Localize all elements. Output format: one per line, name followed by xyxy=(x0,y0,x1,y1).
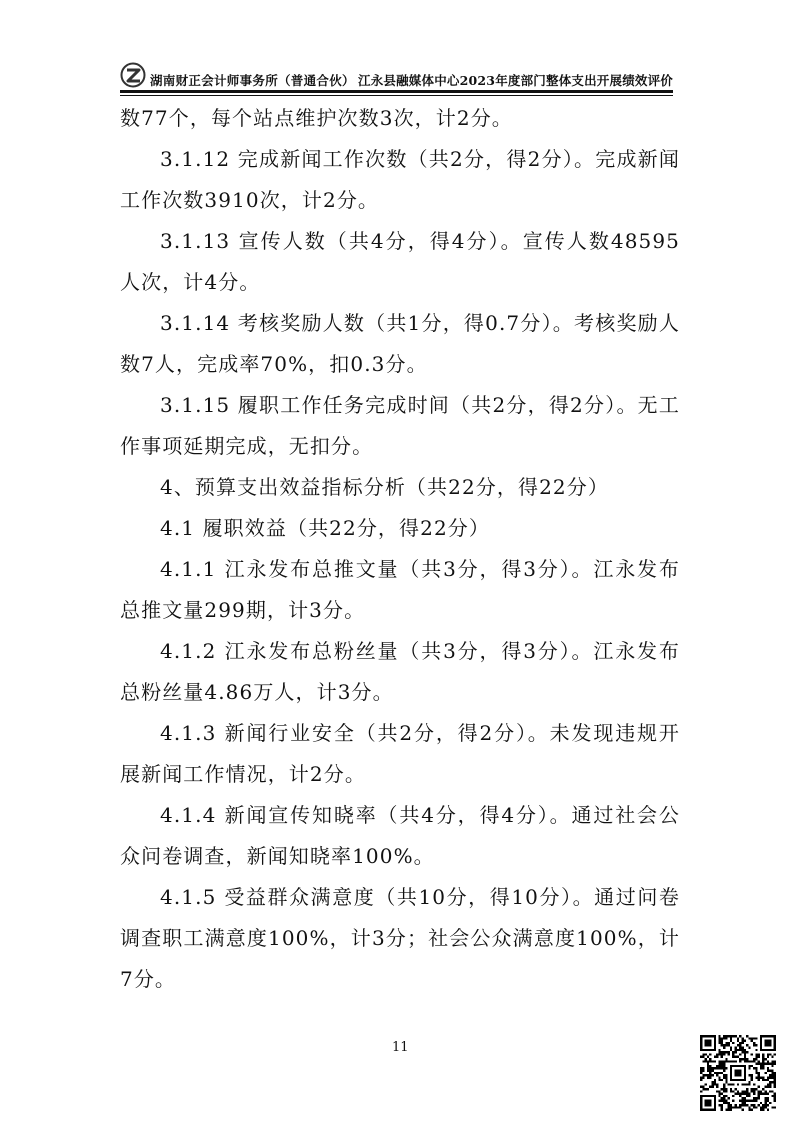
paragraph-4-1-3: 4.1.3 新闻行业安全（共2分，得2分）。未发现违规开展新闻工作情况，计2分。 xyxy=(120,721,680,786)
paragraph-4-1-1: 4.1.1 江永发布总推文量（共3分，得3分）。江永发布总推文量299期，计3分。 xyxy=(120,557,680,622)
paragraph-4-1-4: 4.1.4 新闻宣传知晓率（共4分，得4分）。通过社会公众问卷调查，新闻知晓率100%。 xyxy=(120,803,680,868)
paragraph-continuation: 数77个，每个站点维护次数3次，计2分。 xyxy=(120,106,513,130)
qr-code-icon xyxy=(700,1035,776,1111)
document-body xyxy=(120,98,680,1000)
page-header xyxy=(120,62,673,90)
section-heading-4: 4、预算支出效益指标分析（共22分，得22分） xyxy=(160,475,609,499)
firm-logo-icon xyxy=(120,62,146,88)
section-heading-4-1: 4.1 履职效益（共22分，得22分） xyxy=(160,516,490,540)
page-number: 11 xyxy=(392,1040,409,1055)
report-title: 江永县融媒体中心2023年度部门整体支出开展绩效评价 xyxy=(358,73,673,88)
paragraph-3-1-14: 3.1.14 考核奖励人数（共1分，得0.7分）。考核奖励人数7人，完成率70%，扣0.3分。 xyxy=(120,311,680,376)
paragraph-3-1-13: 3.1.13 宣传人数（共4分，得4分）。宣传人数48595人次，计4分。 xyxy=(120,229,680,294)
header-rule-thin xyxy=(120,95,673,96)
firm-name: 湖南财正会计师事务所（普通合伙） xyxy=(150,73,355,88)
header-rule-thick xyxy=(120,90,673,93)
paragraph-3-1-12: 3.1.12 完成新闻工作次数（共2分，得2分）。完成新闻工作次数3910次，计2分。 xyxy=(120,147,680,212)
paragraph-3-1-15: 3.1.15 履职工作任务完成时间（共2分，得2分）。无工作事项延期完成，无扣分。 xyxy=(120,393,680,458)
paragraph-4-1-5: 4.1.5 受益群众满意度（共10分，得10分）。通过问卷调查职工满意度100%，计3分；社会公众满意度100%，计7分。 xyxy=(120,885,680,991)
paragraph-4-1-2: 4.1.2 江永发布总粉丝量（共3分，得3分）。江永发布总粉丝量4.86万人，计3分。 xyxy=(120,639,680,704)
